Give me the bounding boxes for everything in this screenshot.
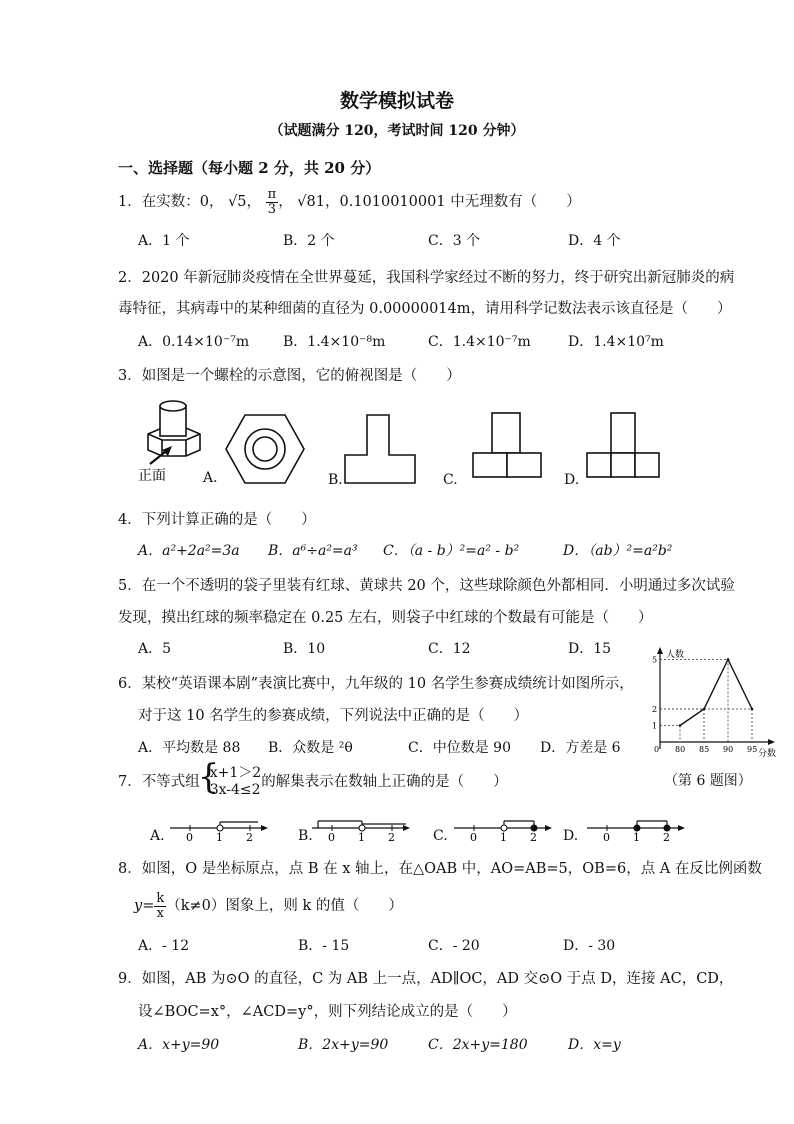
bottom-left-rect <box>587 453 611 477</box>
q5-line-2: 发现，摸出红球的频率稳定在 0.25 左右，则袋子中红球的个数最有可能是（ ） <box>118 610 653 626</box>
q3-option-d-figure <box>585 411 661 479</box>
q8-option-c: C．- 20 <box>428 938 480 954</box>
bolt-shaft-top <box>160 401 186 411</box>
q3-label-a: A. <box>203 470 218 486</box>
q6-option-a: A．平均数是 88 <box>138 740 241 756</box>
tick-label: 1 <box>358 831 365 842</box>
q7-post: 的解集表示在数轴上正确的是（ ） <box>261 773 508 790</box>
chart-xtick-label: 85 <box>699 745 710 754</box>
q4-option-c: C．（a - b）²=a² - b² <box>383 543 520 559</box>
q6-line-2: 对于这 10 名学生的参赛成绩，下列说法中正确的是（ ） <box>138 708 529 724</box>
tick-label: 2 <box>388 831 395 842</box>
bottom-left-rect <box>473 453 507 477</box>
q5-option-d: D．15 <box>568 641 612 657</box>
q4-option-d: D．（ab）²=a²b² <box>563 543 673 559</box>
q9-line-1: 9．如图，AB 为⊙O 的直径，C 为 AB 上一点，AD∥OC，AD 交⊙O 于点 D，连接 AC，CD， <box>118 971 734 987</box>
q6-option-d: D．方差是 6 <box>540 740 621 756</box>
chart-xtick-label: 0 <box>654 745 660 754</box>
chart-point <box>679 724 682 727</box>
question-7 <box>118 765 508 799</box>
bottom-right-rect <box>635 453 659 477</box>
chart-xtick-label: 90 <box>723 745 734 754</box>
q1-pi-num: π <box>267 187 277 202</box>
tick-label: 1 <box>633 831 640 842</box>
open-endpoint <box>359 825 365 831</box>
q3-text: 3．如图是一个螺栓的示意图，它的俯视图是（ ） <box>118 368 461 384</box>
question-1: 1．在实数：0， √5， $\frac{\pi}{3}$ ， √81，0.1010010001 中无理数有（ ） <box>118 187 581 217</box>
q8-line-1: 8．如图，O 是坐标原点，点 B 在 x 轴上，在△OAB 中，AO=AB=5，OB=6，点 A 在反比例函数 <box>118 861 762 877</box>
tick-label: 2 <box>530 831 537 842</box>
tick-label: 1 <box>500 831 507 842</box>
closed-endpoint <box>664 825 670 831</box>
q8-option-b: B．- 15 <box>298 938 350 954</box>
q7-option-c-numberline <box>452 806 552 842</box>
q9-option-a: A．x+y=90 <box>138 1037 220 1053</box>
q1-pre: 1．在实数：0， <box>118 194 224 211</box>
tick-label: 2 <box>246 831 253 842</box>
top-rect <box>492 413 520 453</box>
q9-line-2: 设∠BOC=x°，∠ACD=y°，则下列结论成立的是（ ） <box>138 1004 517 1020</box>
q8-option-a: A．- 12 <box>138 938 190 954</box>
q5-option-c: C．12 <box>428 641 471 657</box>
q1-option-a: A．1 个 <box>138 233 190 249</box>
q2-option-a: A．0.14×10⁻⁷m <box>138 334 250 350</box>
q9-option-d: D．x=y <box>568 1037 621 1053</box>
q1-option-d: D．4 个 <box>568 233 621 249</box>
axis-arrow <box>678 825 685 831</box>
q7-label-a: A. <box>150 828 165 844</box>
q7-label-b: B. <box>298 828 313 844</box>
q2-line-2: 毒特征，其病毒中的某种细菌的直径为 0.00000014m，请用科学记数法表示该直径是（ ） <box>118 301 732 317</box>
q6-option-c: C．中位数是 90 <box>408 740 511 756</box>
q8-option-d: D．- 30 <box>563 938 616 954</box>
chart-xlabel: 分数 <box>758 749 777 759</box>
t-shape <box>345 415 415 483</box>
q8-frac-num: k <box>156 891 165 906</box>
chart-xtick-label: 95 <box>747 745 758 754</box>
q5-line-1: 5．在一个不透明的袋子里装有红球、黄球共 20 个，这些球除颜色外都相同．小明通过多次试验 <box>118 578 735 594</box>
bottom-mid-rect <box>611 453 635 477</box>
q4-option-a: A．a²+2a²=3a <box>138 543 240 559</box>
q7-option-b-numberline <box>310 806 410 842</box>
q6-caption: （第 6 题图） <box>664 773 752 789</box>
q1-post: ，0.1010010001 中无理数有（ ） <box>325 194 581 211</box>
q7-ineq-2: 3x-4≤2 <box>209 781 261 798</box>
q2-option-d: D．1.4×10⁷m <box>568 334 664 350</box>
q7-system <box>200 765 261 799</box>
page-subtitle: （试题满分 120，考试时间 120 分钟） <box>269 123 525 139</box>
closed-endpoint <box>634 825 640 831</box>
open-endpoint <box>217 825 223 831</box>
page-title: 数学模拟试卷 <box>339 90 454 112</box>
q7-ineq-1: { x+1＞2 <box>209 765 262 781</box>
chart-ytick-label: 1 <box>652 721 658 731</box>
tick-label: 0 <box>186 831 193 842</box>
top-rect <box>611 413 635 453</box>
axis-arrow <box>403 825 410 831</box>
q5-option-b: B．10 <box>283 641 326 657</box>
q7-option-d-numberline <box>585 806 685 842</box>
front-label: 正面 <box>138 468 166 484</box>
open-endpoint <box>501 825 507 831</box>
q4-option-b: B．a⁶÷a²=a³ <box>268 543 358 559</box>
chart-y-arrow <box>657 647 663 654</box>
q1-pi-den: 3 <box>267 201 277 217</box>
q3-option-b-figure <box>343 413 418 485</box>
q9-option-b: B．2x+y=90 <box>298 1037 389 1053</box>
tick-label: 1 <box>216 831 223 842</box>
chart-ylabel: 人数 <box>666 650 685 660</box>
q8-frac-den: x <box>156 905 164 921</box>
tick-label: 0 <box>470 831 477 842</box>
chart-xtick-label: 80 <box>675 745 686 754</box>
bolt-3d-figure <box>128 398 210 484</box>
chart-point <box>703 708 706 711</box>
bottom-right-rect <box>507 453 541 477</box>
chart-x-arrow <box>768 739 775 745</box>
q7-label-c: C. <box>433 828 448 844</box>
tick-label: 2 <box>663 831 670 842</box>
q7-pre: 7．不等式组 <box>118 773 200 790</box>
q3-option-a-figure <box>224 413 306 485</box>
chart-point <box>727 658 730 661</box>
chart-ytick-label: 2 <box>652 705 658 714</box>
q4-text: 4．下列计算正确的是（ ） <box>118 512 316 528</box>
q3-label-c: C. <box>443 472 458 488</box>
q1-sqrt81: √81 <box>297 194 325 211</box>
q2-option-c: C．1.4×10⁻⁷m <box>428 334 531 350</box>
q7-option-a-numberline <box>168 806 278 842</box>
q5-option-a: A．5 <box>138 641 172 657</box>
q8-fraction <box>154 892 166 920</box>
tick-label: 0 <box>603 831 610 842</box>
q1-option-c: C．3 个 <box>428 233 481 249</box>
q2-line-1: 2．2020 年新冠肺炎疫情在全世界蔓延，我国科学家经过不断的努力，终于研究出新冠肺炎的病 <box>118 270 735 286</box>
score-chart <box>650 645 785 760</box>
q7-label-d: D. <box>563 828 579 844</box>
axis-arrow <box>261 825 268 831</box>
inner-circle <box>253 437 277 461</box>
q6-option-b: B．众数是 ²θ <box>268 740 353 756</box>
q3-option-c-figure <box>471 411 543 479</box>
closed-endpoint <box>531 825 537 831</box>
q8-post: （k≠0）图象上，则 k 的值（ ） <box>166 898 403 915</box>
q8-line-2 <box>134 892 403 920</box>
q1-sqrt5: √5 <box>228 194 247 211</box>
q8-pre: y= <box>134 898 155 915</box>
tick-label: 0 <box>328 831 335 842</box>
chart-ytick-label: 5 <box>652 655 658 665</box>
q3-label-b: B. <box>328 472 343 488</box>
q9-option-c: C．2x+y=180 <box>428 1037 528 1053</box>
q3-label-d: D. <box>564 472 580 488</box>
section-heading: 一、选择题（每小题 2 分，共 20 分） <box>118 159 381 177</box>
chart-point <box>751 708 754 711</box>
axis-arrow <box>545 825 552 831</box>
q1-option-b: B．2 个 <box>283 233 335 249</box>
chart-series-line <box>680 660 752 726</box>
q2-option-b: B．1.4×10⁻⁸m <box>283 334 386 350</box>
q6-line-1: 6．某校“英语课本剧”表演比赛中，九年级的 10 名学生参赛成绩统计如图所示， <box>118 676 634 692</box>
q1-pi-fraction <box>266 188 279 216</box>
